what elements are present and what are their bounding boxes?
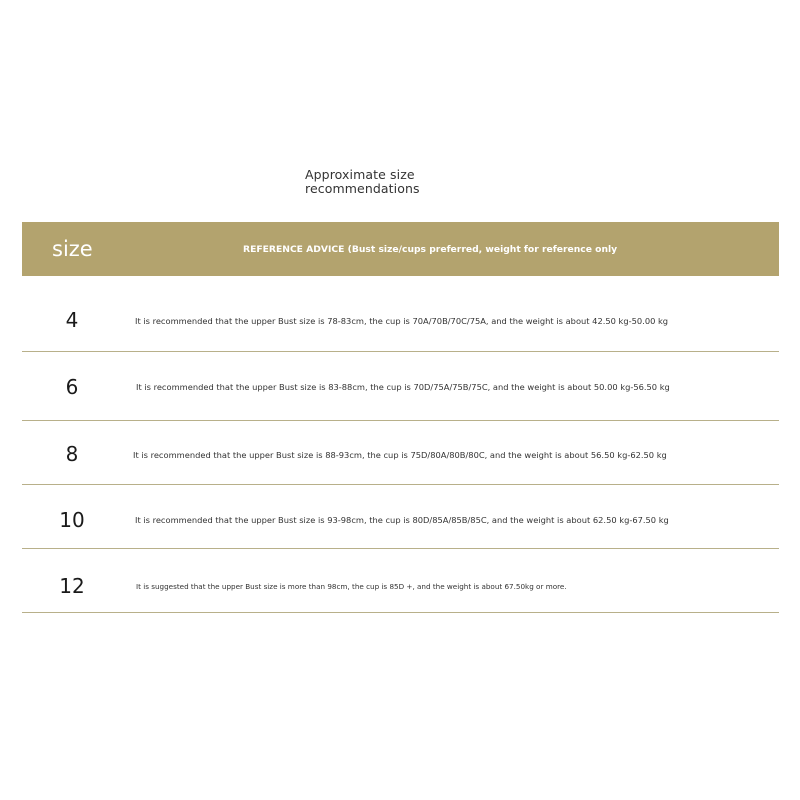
- row-size: 12: [59, 574, 85, 598]
- page-title: Approximate size recommendations: [305, 167, 420, 196]
- row-advice: It is recommended that the upper Bust size is 93-98cm, the cup is 80D/85A/85B/85C, and the weight is about 62.50 kg-67.50 kg: [135, 515, 669, 525]
- row-advice: It is recommended that the upper Bust size is 78-83cm, the cup is 70A/70B/70C/75A, and the weight is about 42.50 kg-50.00 kg: [135, 316, 669, 326]
- row-size: 6: [65, 375, 79, 399]
- row-advice: It is recommended that the upper Bust size is 83-88cm, the cup is 70D/75A/75B/75C, and the weight is about 50.00 kg-56.50 kg: [136, 382, 670, 392]
- row-advice: It is suggested that the upper Bust size is more than 98cm, the cup is 85D +, and the weight is about 67.50kg or more.: [136, 582, 567, 591]
- table-row: [22, 548, 779, 613]
- header-size-label: size: [52, 237, 93, 261]
- table-header: [22, 222, 779, 276]
- row-advice: It is recommended that the upper Bust size is 88-93cm, the cup is 75D/80A/80B/80C, and the weight is about 56.50 kg-62.50 kg: [133, 450, 667, 460]
- table-row: [22, 276, 779, 352]
- table-row: [22, 351, 779, 421]
- row-size: 8: [65, 442, 79, 466]
- header-advice-label: REFERENCE ADVICE (Bust size/cups preferred, weight for reference only: [243, 244, 618, 255]
- table-row: [22, 484, 779, 549]
- table-row: [22, 420, 779, 485]
- row-size: 4: [65, 308, 79, 332]
- row-size: 10: [59, 508, 85, 532]
